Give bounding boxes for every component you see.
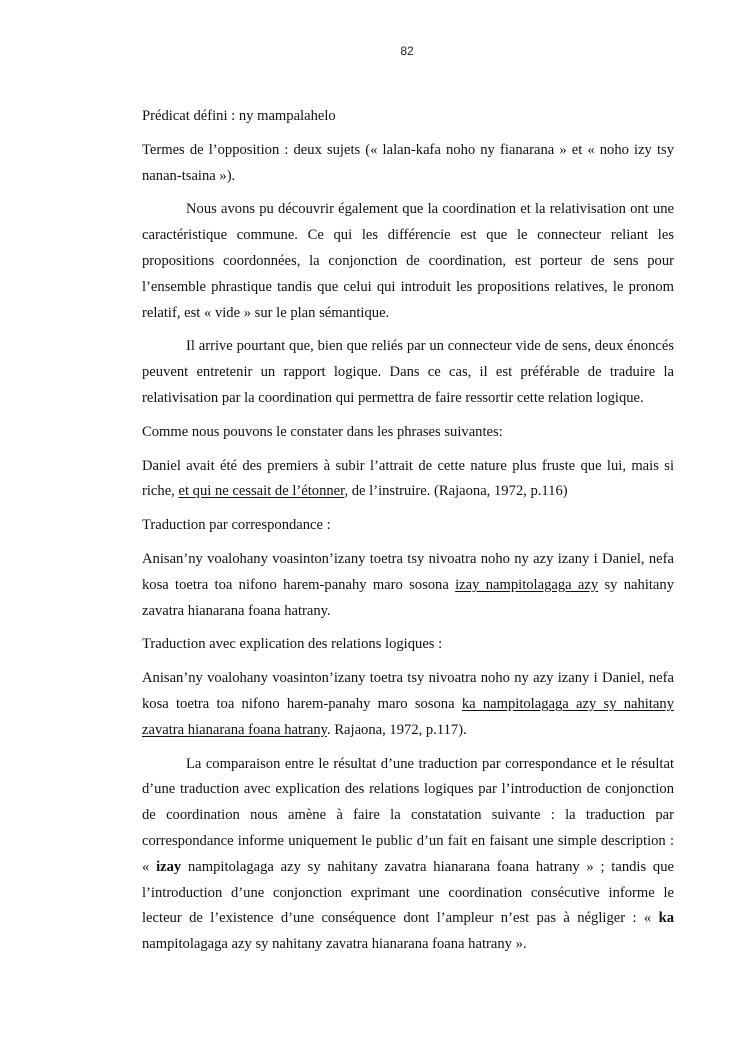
paragraph-example-correspondance: [142, 547, 674, 624]
example-explication-before: Anisan’ny voalohany voasinton’izany toetra tsy nivoatra noho ny azy izany i Daniel, nefa kosa toetra toa nifono harem-panahy maro sosona: [142, 670, 674, 712]
paragraph-example-french: [142, 454, 674, 506]
comparaison-part1: La comparaison entre le résultat d’une traduction par correspondance et le résultat d’une traduction avec explication des relations logiques par l’introduction de conjonction de coordination nous amène à faire la constatation suivante : la traduction par correspondance informe uniquement le public d’un fait en faisant une simple description : «: [142, 755, 674, 875]
paragraph-predicat: Prédicat défini : ny mampalahelo: [142, 108, 336, 124]
paragraph-termes-opposition: Termes de l’opposition : deux sujets (« lalan-kafa noho ny fianarana » et « noho izy tsy nanan-tsaina »).: [142, 141, 674, 184]
paragraph-comparaison: [142, 752, 674, 958]
example-explication-underlined: ka nampitolagaga azy sy nahitany zavatra hianarana foana hatrany: [142, 695, 674, 738]
comparaison-bold-ka: ka: [658, 910, 674, 927]
example-explication-after: . Rajaona, 1972, p.117).: [327, 721, 467, 738]
example-french-after: , de l’instruire. (Rajaona, 1972, p.116): [344, 483, 568, 500]
comparaison-bold-izay: izay: [156, 858, 182, 875]
paragraph-coordination-relativisation: Nous avons pu découvrir également que la coordination et la relativisation ont une caractéristique commune. Ce qui les différencie est que le connecteur reliant les propositions coordonnées, la conjonction de coordination, est porteur de sens pour l’ensemble phrastique tandis que celui qui introduit les propositions relatives, le pronom relatif, est « vide » sur le plan sémantique.: [142, 201, 674, 321]
page-number: 82: [400, 44, 414, 58]
example-correspondance-underlined: izay nampitolagaga azy: [455, 576, 599, 593]
example-correspondance-before: Anisan’ny voalohany voasinton’izany toetra tsy nivoatra noho ny azy izany i Daniel, nefa kosa toetra toa nifono harem-panahy maro sosona: [142, 550, 674, 593]
paragraph-traduction-explication-label: Traduction avec explication des relations logiques :: [142, 636, 443, 653]
paragraph-constater: Comme nous pouvons le constater dans les phrases suivantes:: [142, 423, 503, 440]
example-correspondance-after: sy nahitany zavatra hianarana foana hatrany.: [142, 576, 674, 619]
example-french-before: Daniel avait été des premiers à subir l’attrait de cette nature plus fruste que lui, mais si riche,: [142, 457, 674, 500]
paragraph-traduction-correspondance-label: Traduction par correspondance :: [142, 517, 331, 534]
paragraph-example-explication: [142, 666, 674, 743]
comparaison-part2: nampitolagaga azy sy nahitany zavatra hianarana foana hatrany » ; tandis que l’introduction d’une conjonction exprimant une coordination consécutive informe le lecteur de l’existence d’une conséquence dont l’ampleur n’est pas à négliger : «: [142, 858, 674, 927]
comparaison-part3: nampitolagaga azy sy nahitany zavatra hianarana foana hatrany ».: [142, 936, 527, 953]
page-body: [142, 104, 674, 966]
paragraph-rapport-logique: Il arrive pourtant que, bien que reliés par un connecteur vide de sens, deux énoncés peuvent entretenir un rapport logique. Dans ce cas, il est préférable de traduire la relativisation par la coordination qui permettra de faire ressortir cette relation logique.: [142, 338, 674, 406]
example-french-underlined: et qui ne cessait de l’étonner: [178, 483, 345, 500]
